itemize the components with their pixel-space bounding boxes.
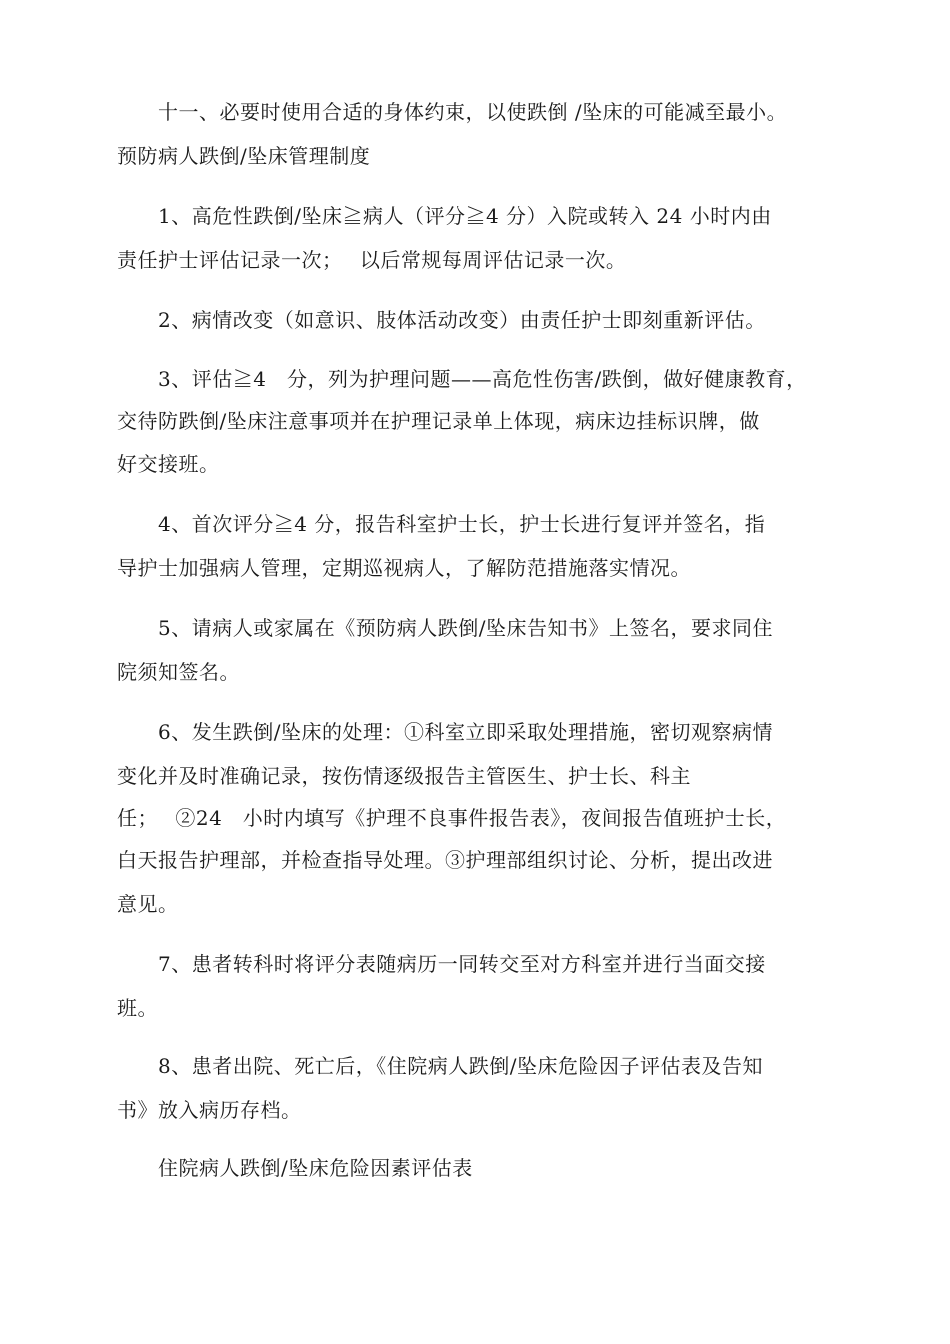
text-line: 交待防跌倒/坠床注意事项并在护理记录单上体现，病床边挂标识牌，做 [117,409,760,433]
section-title: 预防病人跌倒/坠床管理制度 [117,144,371,168]
text-line: 责任护士评估记录一次； 以后常规每周评估记录一次。 [117,248,627,272]
text-line: 3、评估≧4 分，列为护理问题——高危性伤害/跌倒，做好健康教育， [158,367,807,391]
text-line: 变化并及时准确记录，按伤情逐级报告主管医生、护士长、科主 [117,764,691,788]
text-line: 2、病情改变（如意识、肢体活动改变）由责任护士即刻重新评估。 [158,308,766,332]
text-line: 书》放入病历存档。 [117,1098,302,1122]
text-line: 1、高危性跌倒/坠床≧病人（评分≧4 分）入院或转入 24 小时内由 [158,204,772,228]
text-line: 院须知签名。 [117,660,240,684]
text-line: 意见。 [117,892,179,916]
text-line: 导护士加强病人管理，定期巡视病人，了解防范措施落实情况。 [117,556,691,580]
text-line: 4、首次评分≧4 分，报告科室护士长，护士长进行复评并签名，指 [158,512,766,536]
text-line: 十一、必要时使用合适的身体约束，以使跌倒 /坠床的可能减至最小。 [158,100,788,124]
table-heading: 住院病人跌倒/坠床危险因素评估表 [158,1156,473,1180]
text-line: 7、患者转科时将评分表随病历一同转交至对方科室并进行当面交接 [158,952,766,976]
text-line: 好交接班。 [117,452,220,476]
text-line: 白天报告护理部，并检查指导处理。③护理部组织讨论、分析，提出改进 [117,848,773,872]
text-line: 8、患者出院、死亡后，《住院病人跌倒/坠床危险因子评估表及告知 [158,1054,763,1078]
text-line: 5、请病人或家属在《预防病人跌倒/坠床告知书》上签名，要求同住 [158,616,773,640]
text-line: 班。 [117,996,158,1020]
text-line: 6、发生跌倒/坠床的处理：①科室立即采取处理措施，密切观察病情 [158,720,773,744]
text-line: 任； ②24 小时内填写《护理不良事件报告表》，夜间报告值班护士长， [117,806,787,830]
